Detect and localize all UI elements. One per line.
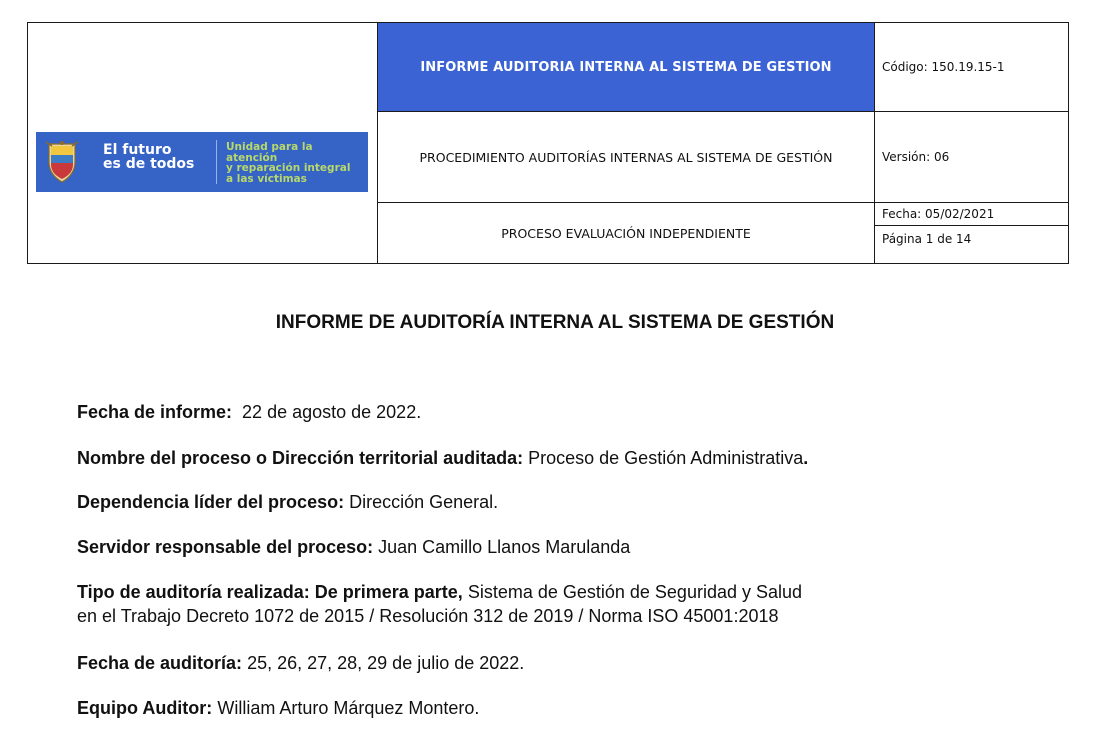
field-value: William Arturo Márquez Montero. [217,698,480,718]
field-label: Servidor responsable del proceso: [77,537,374,557]
field-label: Dependencia líder del proceso: [77,492,345,512]
header-procedure: PROCEDIMIENTO AUDITORÍAS INTERNAS AL SISTEMA DE GESTIÓN [419,149,833,165]
field-audit-team [77,696,1057,720]
header-title: INFORME AUDITORIA INTERNA AL SISTEMA DE GESTION [420,59,832,75]
field-value-continued: en el Trabajo Decreto 1072 de 2015 / Resolución 312 de 2019 / Norma ISO 45001:2018 [77,606,779,626]
field-responsible [77,535,1057,559]
coat-of-arms-icon [43,140,81,184]
field-suffix: . [803,448,809,468]
header-page-number: Página 1 de 14 [882,232,972,246]
field-label: Equipo Auditor: [77,698,213,718]
field-audit-type [77,580,1057,628]
logo-slogan: El futuro es de todos [103,142,195,172]
header-process: PROCESO EVALUACIÓN INDEPENDIENTE [501,225,751,241]
logo-agency-name: Unidad para la atención y reparación integral a las víctimas [226,141,351,185]
field-label: Nombre del proceso o Dirección territorial auditada: [77,448,524,468]
field-value: Juan Camillo Llanos Marulanda [378,537,631,557]
document-header-table [27,22,1069,264]
header-middle-column [378,23,875,263]
header-process-cell [378,203,874,263]
field-value: 25, 26, 27, 28, 29 de julio de 2022. [247,653,525,673]
logo-cell [28,23,378,263]
field-value: 22 de agosto de 2022. [242,402,422,422]
field-label: Tipo de auditoría realizada: [77,582,310,602]
field-value: Proceso de Gestión Administrativa [528,448,804,468]
header-meta-column [875,23,1068,263]
header-procedure-cell [378,112,874,203]
logo-divider [216,140,217,184]
header-version: Versión: 06 [875,112,1068,203]
header-date: Fecha: 05/02/2021 [875,203,1068,226]
document-title: INFORME DE AUDITORÍA INTERNA AL SISTEMA DE GESTIÓN [275,312,835,333]
header-code: Código: 150.19.15-1 [875,23,1068,112]
field-label: Fecha de auditoría: [77,653,243,673]
field-audit-dates [77,651,1057,675]
field-report-date [77,400,1057,424]
field-value: Sistema de Gestión de Seguridad y Salud [467,582,803,602]
field-lead-unit [77,490,1057,514]
field-value: Dirección General. [349,492,499,512]
field-bold-value: De primera parte, [314,582,463,602]
field-process-name [77,446,1057,470]
institution-logo [36,132,368,192]
field-label: Fecha de informe: [77,402,233,422]
header-title-cell [378,23,874,112]
